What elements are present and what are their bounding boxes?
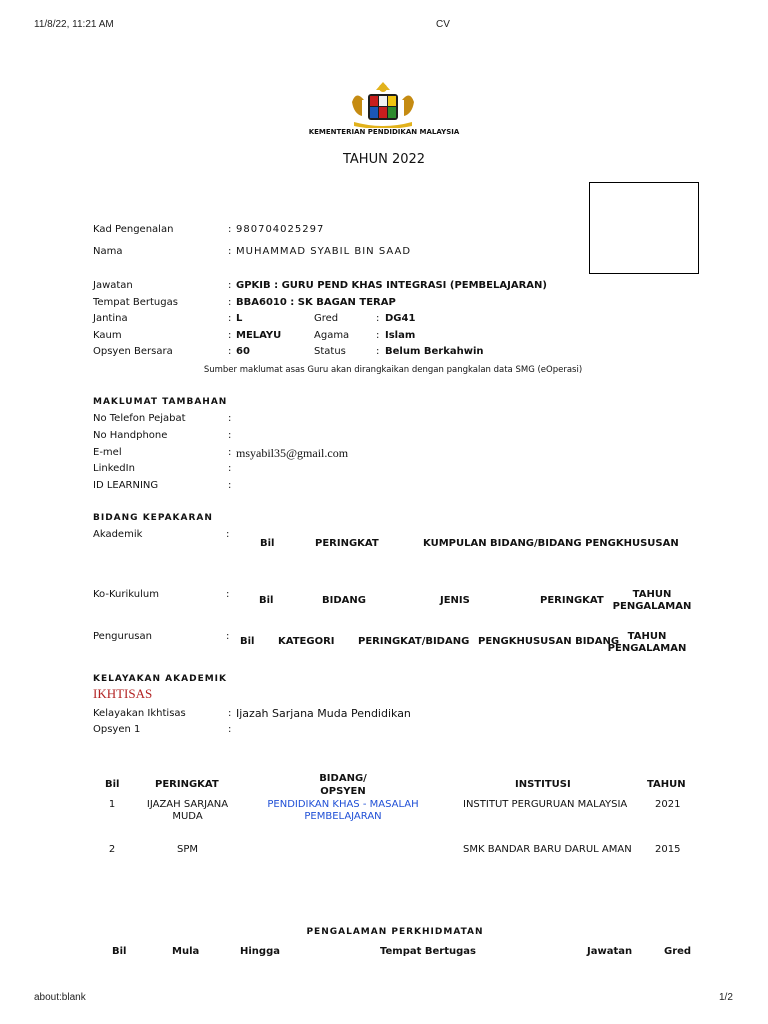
kokurikulum-col-jenis: JENIS — [440, 595, 470, 606]
pengurusan-colon: : — [226, 631, 230, 642]
qual-bil: 2 — [108, 844, 116, 855]
akademik-col-peringkat: PERINGKAT — [315, 538, 379, 549]
pengurusan-col-kategori: KATEGORI — [278, 636, 335, 647]
kepakaran-heading: BIDANG KEPAKARAN — [93, 513, 213, 523]
kokurikulum-col-bil: Bil — [259, 595, 274, 606]
print-url: about:blank — [34, 992, 86, 1003]
ikhtisas-label: Kelayakan Ikhtisas — [93, 708, 186, 719]
jawatan-colon: : — [228, 280, 232, 291]
qual-bidang[interactable]: PENDIDIKAN KHAS - MASALAH — [267, 799, 419, 810]
name-value: MUHAMMAD SYABIL BIN SAAD — [236, 246, 412, 257]
gred-value: DG41 — [385, 313, 416, 324]
kokurikulum-col-tahun: TAHUN — [632, 589, 672, 600]
pengurusan-label: Pengurusan — [93, 631, 152, 642]
linkedin-label: LinkedIn — [93, 463, 135, 474]
email-value: msyabil35@gmail.com — [236, 446, 349, 460]
qual-peringkat: IJAZAH SARJANA — [146, 799, 229, 810]
opsyen-bersara-label: Opsyen Bersara — [93, 346, 173, 357]
source-note: Sumber maklumat asas Guru akan dirangkaikan dengan pangkalan data SMG (eOperasi) — [203, 365, 583, 375]
perkhidmatan-heading: PENGALAMAN PERKHIDMATAN — [306, 927, 484, 937]
agama-label: Agama — [314, 330, 350, 341]
opsyen-bersara-value: 60 — [236, 346, 250, 357]
akademik-col-kumpulan: KUMPULAN BIDANG/BIDANG PENGKHUSUSAN — [423, 538, 679, 549]
service-col-gred: Gred — [664, 946, 692, 957]
kaum-label: Kaum — [93, 330, 122, 341]
kelayakan-heading: KELAYAKAN AKADEMIK — [93, 674, 227, 684]
qual-tahun: 2021 — [655, 799, 681, 810]
opsyen-bersara-colon: : — [228, 346, 232, 357]
kokurikulum-label: Ko-Kurikulum — [93, 589, 159, 600]
gred-colon: : — [376, 313, 380, 324]
jantina-colon: : — [228, 313, 232, 324]
email-label: E-mel — [93, 447, 122, 458]
qual-col-bil: Bil — [105, 779, 120, 790]
tambahan-heading: MAKLUMAT TAMBAHAN — [93, 397, 228, 407]
qual-institusi: SMK BANDAR BARU DARUL AMAN — [463, 844, 632, 855]
qual-col-institusi: INSTITUSI — [515, 779, 571, 790]
pengurusan-col-peringkat: PERINGKAT/BIDANG — [358, 636, 470, 647]
kokurikulum-col-peringkat: PERINGKAT — [540, 595, 604, 606]
tel-label: No Telefon Pejabat — [93, 413, 186, 424]
kokurikulum-col-pengalaman: PENGALAMAN — [612, 601, 692, 612]
service-col-bil: Bil — [112, 946, 127, 957]
status-label: Status — [314, 346, 346, 357]
opsyen1-colon: : — [228, 724, 232, 735]
qual-bidang-line2[interactable]: PEMBELAJARAN — [304, 811, 382, 822]
ikhtisas-colon: : — [228, 708, 232, 719]
agama-value: Islam — [385, 330, 416, 341]
hp-label: No Handphone — [93, 430, 168, 441]
pengurusan-col-bil: Bil — [240, 636, 255, 647]
qual-col-tahun: TAHUN — [647, 779, 686, 790]
hp-colon: : — [228, 430, 232, 441]
qual-bil: 1 — [108, 799, 116, 810]
print-page-number: 1/2 — [719, 992, 733, 1003]
jantina-label: Jantina — [93, 313, 128, 324]
ikhtisas-subheading: IKHTISAS — [93, 686, 153, 701]
name-label: Nama — [93, 246, 123, 257]
kaum-colon: : — [228, 330, 232, 341]
pengurusan-col-tahun: TAHUN — [627, 631, 667, 642]
tel-colon: : — [228, 413, 232, 424]
coat-of-arms-logo — [346, 80, 420, 128]
tempat-value: BBA6010 : SK BAGAN TERAP — [236, 297, 396, 308]
photo-placeholder — [589, 182, 699, 274]
id-learning-colon: : — [228, 480, 232, 491]
gred-label: Gred — [314, 313, 339, 324]
ic-value: 980704025297 — [236, 224, 325, 235]
kaum-value: MELAYU — [236, 330, 282, 341]
ic-label: Kad Pengenalan — [93, 224, 174, 235]
opsyen1-label: Opsyen 1 — [93, 724, 141, 735]
qual-tahun: 2015 — [655, 844, 681, 855]
print-datetime: 11/8/22, 11:21 AM — [34, 19, 114, 30]
akademik-col-bil: Bil — [260, 538, 275, 549]
pengurusan-col-pengkhususan: PENGKHUSUSAN BIDANG — [478, 636, 620, 647]
kokurikulum-colon: : — [226, 589, 230, 600]
jawatan-value: GPKIB : GURU PEND KHAS INTEGRASI (PEMBELAJARAN) — [236, 280, 547, 291]
service-col-jawatan: Jawatan — [587, 946, 633, 957]
ikhtisas-value: Ijazah Sarjana Muda Pendidikan — [236, 707, 411, 720]
qual-col-peringkat: PERINGKAT — [155, 779, 219, 790]
status-value: Belum Berkahwin — [385, 346, 484, 357]
page-title: TAHUN 2022 — [342, 152, 426, 167]
qual-peringkat-line2: MUDA — [172, 811, 203, 822]
pengurusan-col-pengalaman: PENGALAMAN — [607, 643, 687, 654]
tempat-label: Tempat Bertugas — [93, 297, 178, 308]
jawatan-label: Jawatan — [93, 280, 133, 291]
qual-institusi: INSTITUT PERGURUAN MALAYSIA — [463, 799, 628, 810]
status-colon: : — [376, 346, 380, 357]
print-title: CV — [436, 19, 450, 30]
linkedin-colon: : — [228, 463, 232, 474]
jantina-value: L — [236, 313, 243, 324]
kokurikulum-col-bidang: BIDANG — [322, 595, 366, 606]
qual-col-bidang: BIDANG/ — [319, 773, 367, 784]
service-col-tempat: Tempat Bertugas — [380, 946, 476, 957]
qual-peringkat: SPM — [176, 844, 198, 855]
email-colon: : — [228, 447, 232, 458]
tempat-colon: : — [228, 297, 232, 308]
ic-colon: : — [228, 224, 232, 235]
agama-colon: : — [376, 330, 380, 341]
akademik-label: Akademik — [93, 529, 143, 540]
qual-col-opsyen: OPSYEN — [320, 786, 366, 797]
name-colon: : — [228, 246, 232, 257]
akademik-colon: : — [226, 529, 230, 540]
ministry-name: KEMENTERIAN PENDIDIKAN MALAYSIA — [308, 128, 460, 136]
service-col-hingga: Hingga — [240, 946, 280, 957]
service-col-mula: Mula — [172, 946, 200, 957]
id-learning-label: ID LEARNING — [93, 480, 159, 491]
